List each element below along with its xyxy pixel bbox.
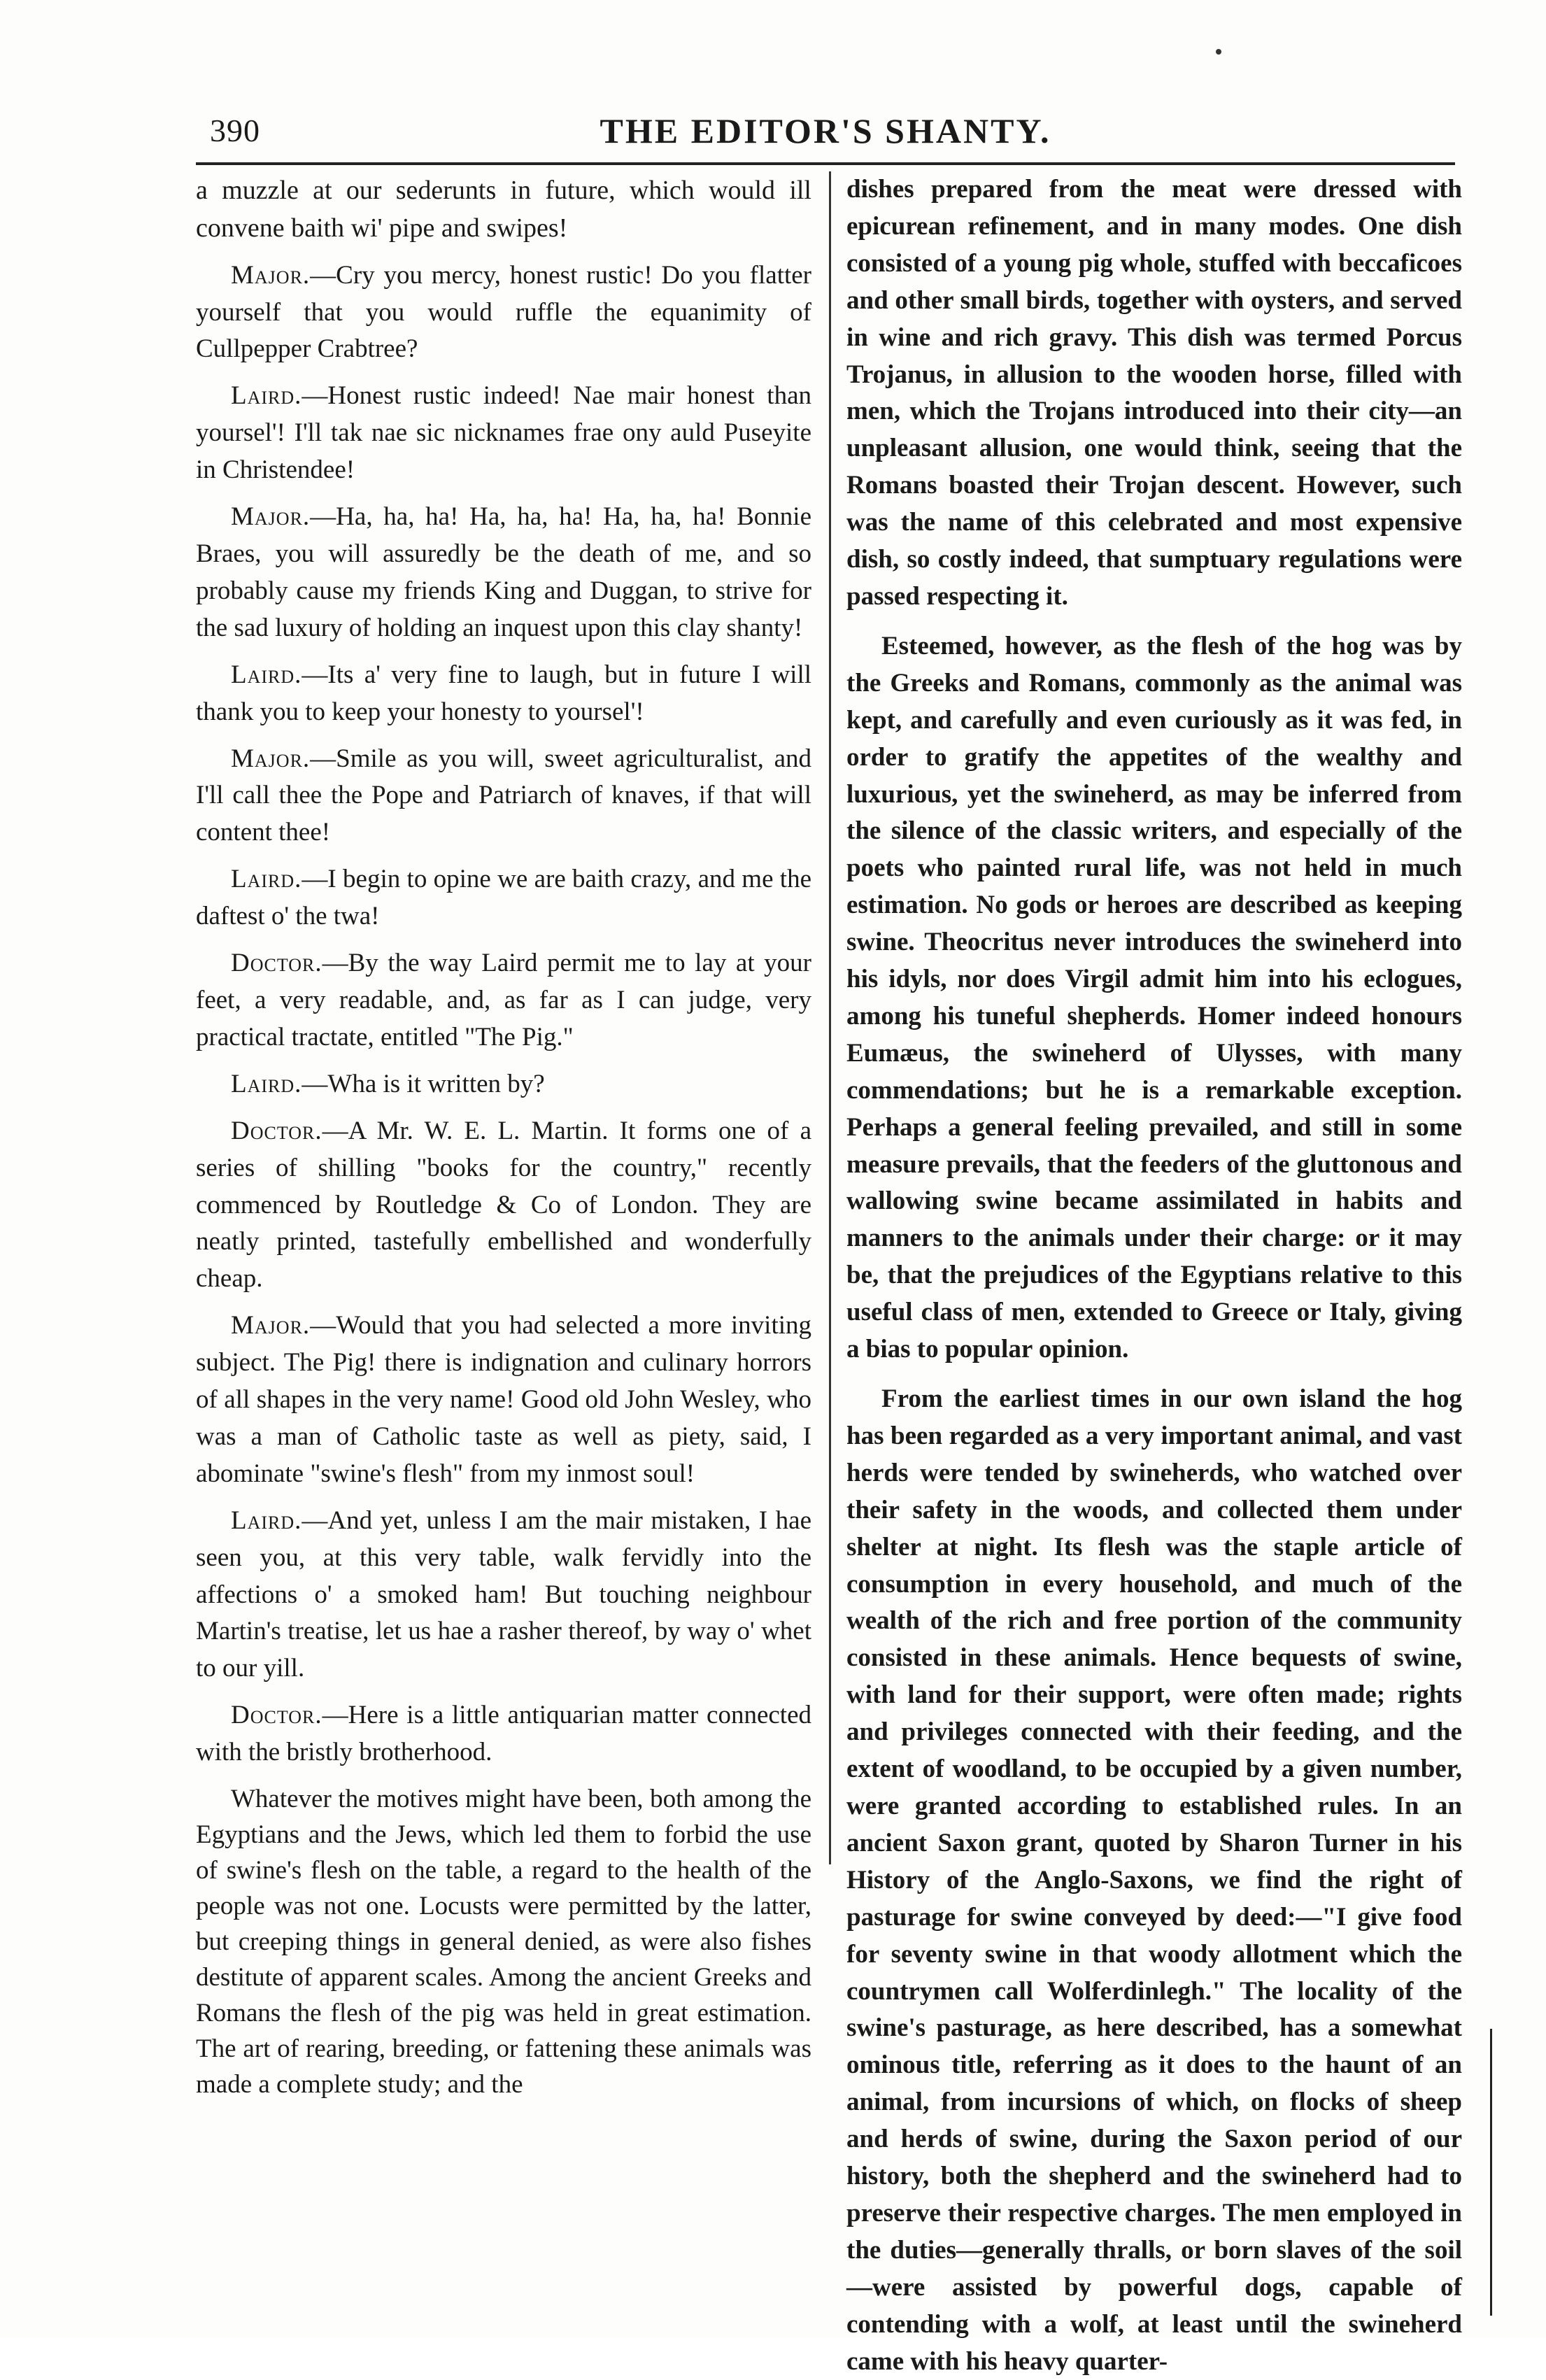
dialogue-paragraph <box>196 861 811 935</box>
dialogue-paragraph <box>196 1066 811 1103</box>
speaker-name: Major. <box>231 502 311 532</box>
speech-text: —And yet, unless I am the mair mistaken, I hae seen you, at this very table, walk fervidly into the affections o' a smoked ham! But touching neighbour Martin's treatise, let us hae a rasher thereof, by way o' whet to our yill. <box>196 1506 811 1683</box>
dialogue-paragraph <box>196 657 811 731</box>
dialogue-paragraph <box>196 1113 811 1298</box>
speaker-name: Doctor. <box>231 1116 322 1145</box>
paragraph: a muzzle at our sederunts in future, which would ill convene baith wi' pipe and swipes! <box>196 176 811 243</box>
speech-text: —Wha is it written by? <box>302 1069 545 1098</box>
speaker-name: Laird. <box>231 1506 302 1535</box>
speech-text: —By the way Laird permit me to lay at your feet, a very readable, and, as far as I can judge, very practical tractate, entitled "The Pig." <box>196 949 811 1051</box>
paragraph: From the earliest times in our own island the hog has been regarded as a very important animal, and vast herds were tended by swineherds, who watched over their safety in the woods, and collected them under shelter at night. Its flesh was the staple article of consumption in every household, and much of the wealth of the rich and free portion of the community consisted in these animals. Hence bequests of swine, with land for their support, were often made; rights and privileges connected with their feeding, and the extent of woodland, to be occupied by a given number, were granted according to established rules. In an ancient Saxon grant, quoted by Sharon Turner in his History of the Anglo-Saxons, we find the right of pasturage for swine conveyed by deed:—"I give food for seventy swine in that woody allotment which the countrymen call Wolferdinlegh." The locality of the swine's pasturage, as here described, has a somewhat ominous title, referring as it does to the haunt of an animal, from incursions of which, on flocks of sheep and herds of swine, during the Saxon period of our history, both the shepherd and the swineherd had to preserve their respective charges. The men employed in the duties—generally thralls, or born slaves of the soil—were assisted by powerful dogs, capable of contending with a wolf, at least until the swineherd came with his heavy quarter- <box>846 1384 1462 2376</box>
quoted-excerpt: Whatever the motives might have been, both among the Egyptians and the Jews, which led them to forbid the use of swine's flesh on the table, a regard to the health of the people was not one. Locusts were permitted by the latter, but creeping things in general denied, as were also fishes destitute of apparent scales. Among the ancient Greeks and Romans the flesh of the pig was held in great estimation. The art of rearing, breeding, or fattening these animals was made a complete study; and the <box>196 1785 811 2099</box>
speech-text: —Ha, ha, ha! Ha, ha, ha! Ha, ha, ha! Bonnie Braes, you will assuredly be the death of me, and so probably cause my friends King and Duggan, to strive for the sad luxury of holding an inquest upon this clay shanty! <box>196 502 811 642</box>
dialogue-paragraph <box>196 499 811 647</box>
speaker-name: Doctor. <box>231 949 322 978</box>
speaker-name: Doctor. <box>231 1701 322 1730</box>
dialogue-paragraph <box>196 945 811 1056</box>
speaker-name: Major. <box>231 1311 311 1340</box>
speech-text: —Here is a little antiquarian matter connected with the bristly brotherhood. <box>196 1701 811 1767</box>
paragraph: Esteemed, however, as the flesh of the hog was by the Greeks and Romans, commonly as the animal was kept, and carefully and even curiously as it was fed, in order to gratify the appetites of the wealthy and luxurious, yet the swineherd, as may be inferred from the silence of the classic writers, and especially of the poets who painted rural life, was not held in much estimation. No gods or heroes are described as keeping swine. Theocritus never introduces the swineherd into his idyls, nor does Virgil admit him into his eclogues, among his tuneful shepherds. Homer indeed honours Eumæus, the swineherd of Ulysses, with many commendations; but he is a remarkable exception. Perhaps a general feeling prevailed, and still in some measure prevails, that the feeders of the gluttonous and wallowing swine became assimilated in habits and manners to the animals under their charge: or it may be, that the prejudices of the Egyptians relative to this useful class of men, extended to Greece or Italy, giving a bias to popular opinion. <box>846 631 1462 1364</box>
speaker-name: Laird. <box>231 381 302 411</box>
speaker-name: Major. <box>231 744 311 773</box>
column-divider <box>829 171 831 1864</box>
right-column <box>846 171 1462 2376</box>
page-number: 390 <box>210 113 260 148</box>
speech-text: —A Mr. W. E. L. Martin. It forms one of a series of shilling "books for the country," recently commenced by Routledge & Co of London. They are neatly printed, tastefully embellished and wonderfully cheap. <box>196 1116 811 1294</box>
dialogue-paragraph <box>196 741 811 852</box>
dialogue-paragraph <box>196 1308 811 1493</box>
speech-text: —I begin to opine we are baith crazy, and me the daftest o' the twa! <box>196 865 811 931</box>
dialogue-paragraph <box>196 378 811 489</box>
paragraph: dishes prepared from the meat were dressed with epicurean refinement, and in many modes. One dish consisted of a young pig whole, stuffed with beccaficoes and other small birds, together with oysters, and served in wine and rich gravy. This dish was termed Porcus Trojanus, in allusion to the wooden horse, filled with men, which the Trojans introduced into their city—an unpleasant allusion, one would think, seeing that the Romans boasted their Trojan descent. However, such was the name of this celebrated and most expensive dish, so costly indeed, that sumptuary regulations were passed respecting it. <box>846 175 1462 611</box>
speech-text: —Its a' very fine to laugh, but in future I will thank you to keep your honesty to yoursel'! <box>196 660 811 726</box>
margin-rule <box>1490 2029 1492 2316</box>
speech-text: —Cry you mercy, honest rustic! Do you flatter yourself that you would ruffle the equanimity of Cullpepper Crabtree? <box>196 260 811 364</box>
dialogue-paragraph <box>196 1503 811 1688</box>
running-head: THE EDITOR'S SHANTY. <box>600 111 1051 150</box>
dialogue-paragraph <box>196 257 811 369</box>
speaker-name: Laird. <box>231 1069 302 1098</box>
speaker-name: Major. <box>231 260 311 290</box>
speech-text: —Would that you had selected a more inviting subject. The Pig! there is indignation and culinary horrors of all shapes in the very name! Good old John Wesley, who was a man of Catholic taste as well as piety, said, I abominate "swine's flesh" from my inmost soul! <box>196 1311 811 1488</box>
page-header <box>196 98 1455 161</box>
speaker-name: Laird. <box>231 865 302 894</box>
speaker-name: Laird. <box>231 660 302 689</box>
ink-speck <box>1216 49 1221 55</box>
speech-text: —Honest rustic indeed! Nae mair honest than yoursel'! I'll tak nae sic nicknames frae ony auld Puseyite in Christendee! <box>196 381 811 485</box>
header-rule <box>196 162 1455 165</box>
speech-text: —Smile as you will, sweet agriculturalist, and I'll call thee the Pope and Patriarch of knaves, if that will content thee! <box>196 744 811 847</box>
left-column <box>196 171 811 2099</box>
dialogue-paragraph <box>196 1697 811 1771</box>
